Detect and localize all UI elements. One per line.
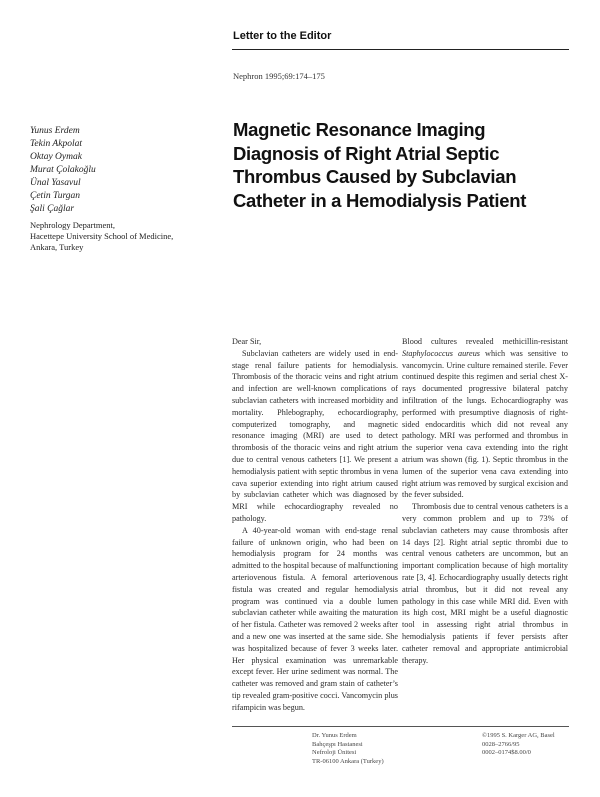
body-paragraph: Subclavian catheters are widely used in end-stage renal failure patients for hemodialysis. Thrombosis of the thoracic veins and right atrium and infection are well-known complications of subclavian catheters with increased morbidity and mortality. Phlebography, echocardiography, computerized tomography, and magnetic resonance imaging (MRI) are used to detect thrombosis of the thoracic veins and right atrium due to central venous catheters [1]. We present a hemodialysis patient with septic thrombus in vena cava superior extending into right atrium caused by subclavian catheter which was diagnosed by MRI while echocardiography revealed no pathology. <box>232 348 398 523</box>
address-line: Bahçeşpı Hastanesi <box>312 740 363 748</box>
body-paragraph: A 40-year-old woman with end-stage renal failure of unknown origin, who had been on hemodialysis program for 24 months was admitted to the hospital because of malfunctioning arteriovenous fistula. A femoral arteriovenous fistula was created and regular hemodialysis program was continued via a double lumen subclavian catheter while awaiting the maturation of her fistula. Catheter was removed 2 weeks after and a new one was inserted at the same side. She was hospitalized because of fever 3 weeks later. Her physical examination was unremarkable except fever. Her urine sediment was normal. The catheter was removed and gram stain of catheter’s tip revealed gram-positive cocci. Vancomycin plus rifampicin was begun. <box>232 525 398 712</box>
copyright-line: 0002–0174$8.00/0 <box>482 749 531 756</box>
copyright-block <box>482 732 555 758</box>
footer-divider <box>232 726 569 727</box>
body-column-right <box>402 336 568 666</box>
journal-citation: Nephron 1995;69:174–175 <box>233 71 325 81</box>
affiliation-line: Hacettepe University School of Medicine, <box>30 231 174 241</box>
author-name: Yunus Erdem <box>30 126 80 136</box>
greeting: Dear Sir, <box>232 337 262 346</box>
copyright-line: ©1995 S. Karger AG, Basel <box>482 732 555 739</box>
affiliation <box>30 220 173 253</box>
author-name: Tekin Akpolat <box>30 139 82 149</box>
article-title: Magnetic Resonance Imaging Diagnosis of Right Atrial Septic Thrombus Caused by Subclavian Catheter in a Hemodialysis Patient <box>233 119 527 211</box>
author-list <box>30 125 96 216</box>
author-name: Şali Çağlar <box>30 204 75 214</box>
text-run: which was sensitive to vancomycin. Urine culture remained sterile. Fever continued despite this regimen and serial chest X-rays documented progressive bilateral patchy infiltration of the lungs. Echocardiography was performed with presumptive diagnosis of right-sided endocarditis which did not reveal any pathology. MRI was performed and thrombus in the superior vena cava extending into the right atrium was shown (fig. 1). Septic thrombus in the lumen of the superior vena cava extending into right atrium was removed by surgical excision and the fever subsided. <box>402 348 568 500</box>
address-line: TR-06100 Ankara (Turkey) <box>312 757 384 765</box>
affiliation-line: Ankara, Turkey <box>30 242 84 252</box>
address-line: Dr. Yunus Erdem <box>312 732 357 739</box>
address-line: Nefroloji Ünitesi <box>312 749 357 756</box>
text-run: Blood cultures revealed methicillin-resistant <box>402 337 568 346</box>
copyright-line: 0028–2766/95 <box>482 740 520 748</box>
body-column-left <box>232 336 398 714</box>
affiliation-line: Nephrology Department, <box>30 220 115 230</box>
author-name: Ünal Yasavul <box>30 178 81 188</box>
section-label: Letter to the Editor <box>233 30 332 42</box>
body-paragraph <box>402 336 568 501</box>
top-divider <box>232 49 569 50</box>
author-name: Oktay Oymak <box>30 152 82 162</box>
author-name: Murat Çolakoğlu <box>30 165 96 175</box>
correspondence-address <box>312 732 384 766</box>
body-paragraph: Thrombosis due to central venous catheters is a very common problem and up to 73% of subclavian catheters may cause thrombosis after 14 days [2]. Right atrial septic thrombi due to central venous catheters are uncommon, but an important complication because of high mortality rate [3, 4]. Echocardiography usually detects right atrial thrombus, but it did not reveal any pathology in this case while MRI did. Even with its high cost, MRI might be a useful diagnostic tool in assessing right atrial thrombus in hemodialysis patients if fever persists after catheter removal and appropriate antimicrobial therapy. <box>402 502 568 665</box>
organism-name: Staphylococcus aureus <box>402 348 480 358</box>
author-name: Çetin Turgan <box>30 191 81 201</box>
